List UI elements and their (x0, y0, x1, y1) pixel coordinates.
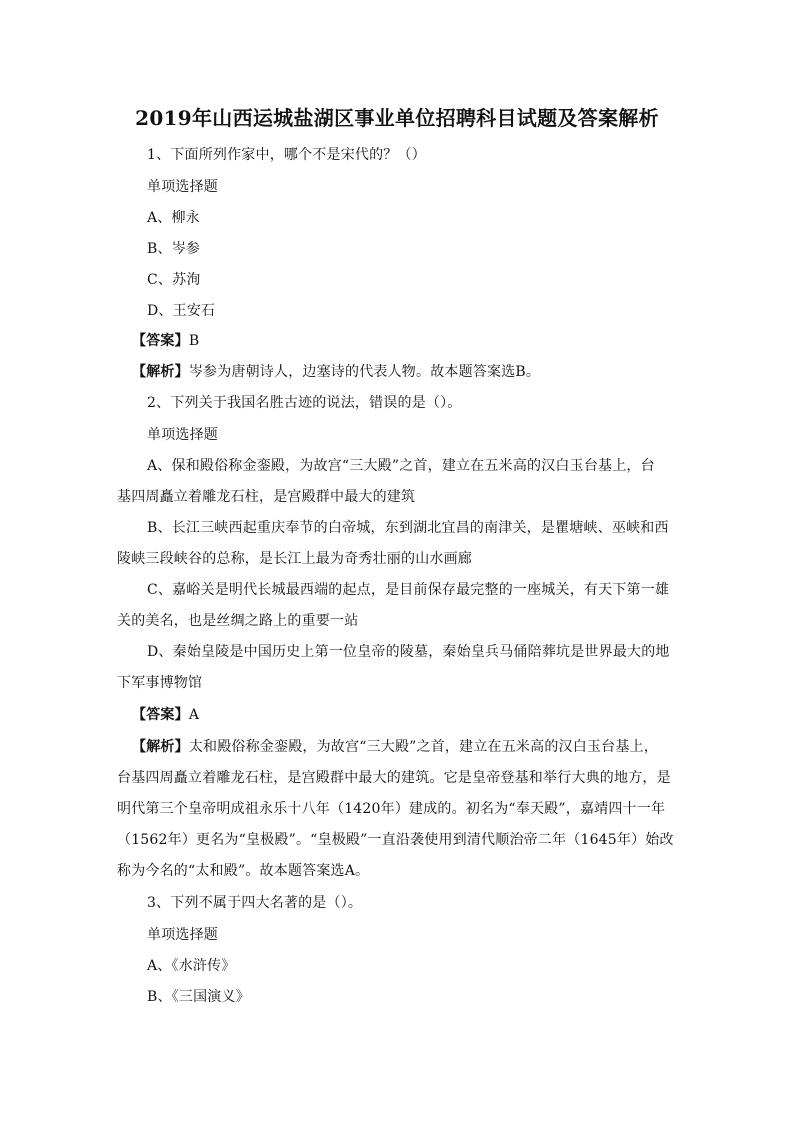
question-2-analysis-line-2: 台基四周矗立着雕龙石柱，是宫殿群中最大的建筑。它是皇帝登基和举行大典的地方，是 (117, 770, 671, 786)
question-2-analysis-line-4: （1562年）更名为“皇极殿”。“皇极殿”一直沿袭使用到清代顺治帝二年（1645年）始改 (117, 832, 674, 848)
question-2-type: 单项选择题 (147, 427, 218, 443)
question-3-option-a: A、《水浒传》 (147, 958, 236, 974)
question-2-option-c-line-1: C、嘉峪关是明代长城最西端的起点，是目前保存最完整的一座城关，有天下第一雄 (147, 582, 670, 598)
analysis-label: 【解析】 (132, 739, 189, 755)
question-2-option-b-line-1: B、长江三峡西起重庆奉节的白帝城，东到湖北宜昌的南津关，是瞿塘峡、巫峡和西 (147, 520, 669, 536)
question-2-analysis-line-1 (132, 737, 658, 757)
analysis-text: 岑参为唐朝诗人，边塞诗的代表人物。故本题答案选B。 (188, 364, 541, 380)
question-2-answer (132, 705, 199, 725)
document-title: 2019年山西运城盐湖区事业单位招聘科目试题及答案解析 (135, 106, 659, 130)
question-3-text: 3、下列不属于四大名著的是（）。 (147, 895, 363, 911)
question-1-option-d: D、王安石 (147, 303, 216, 319)
question-2-text: 2、下列关于我国名胜古迹的说法，错误的是（）。 (147, 395, 462, 411)
question-1-answer (132, 331, 199, 351)
answer-label: 【答案】 (132, 333, 189, 349)
question-2-option-d-line-2: 下军事博物馆 (117, 675, 203, 691)
question-3-type: 单项选择题 (147, 927, 218, 943)
answer-value: A (188, 707, 200, 723)
question-1-type: 单项选择题 (147, 179, 218, 195)
question-2-option-a-line-2: 基四周矗立着雕龙石柱，是宫殿群中最大的建筑 (117, 489, 416, 505)
question-3-option-b: B、《三国演义》 (147, 989, 250, 1005)
question-1-analysis (132, 362, 540, 382)
question-2-option-a-line-1: A、保和殿俗称金銮殿，为故宫“三大殿”之首，建立在五米高的汉白玉台基上，台 (147, 458, 655, 474)
question-1-text: 1、下面所列作家中，哪个不是宋代的？（） (147, 147, 426, 163)
answer-label: 【答案】 (132, 707, 189, 723)
question-2-option-c-line-2: 关的美名，也是丝绸之路上的重要一站 (117, 613, 359, 629)
question-1-option-a: A、柳永 (147, 210, 200, 226)
analysis-text: 太和殿俗称金銮殿，为故宫“三大殿”之首，建立在五米高的汉白玉台基上， (188, 739, 658, 755)
question-1-option-b: B、岑参 (147, 241, 201, 257)
analysis-label: 【解析】 (132, 364, 189, 380)
question-2-option-b-line-2: 陵峡三段峡谷的总称，是长江上最为奇秀壮丽的山水画廊 (117, 551, 472, 567)
question-2-analysis-line-3: 明代第三个皇帝明成祖永乐十八年（1420年）建成的。初名为“奉天殿”，嘉靖四十一年 (117, 801, 666, 817)
question-2-option-d-line-1: D、秦始皇陵是中国历史上第一位皇帝的陵墓，秦始皇兵马俑陪葬坑是世界最大的地 (147, 644, 670, 660)
question-1-option-c: C、苏洵 (147, 272, 201, 288)
question-2-analysis-line-5: 称为今名的“太和殿”。故本题答案选A。 (117, 863, 370, 879)
answer-value: B (188, 333, 200, 349)
